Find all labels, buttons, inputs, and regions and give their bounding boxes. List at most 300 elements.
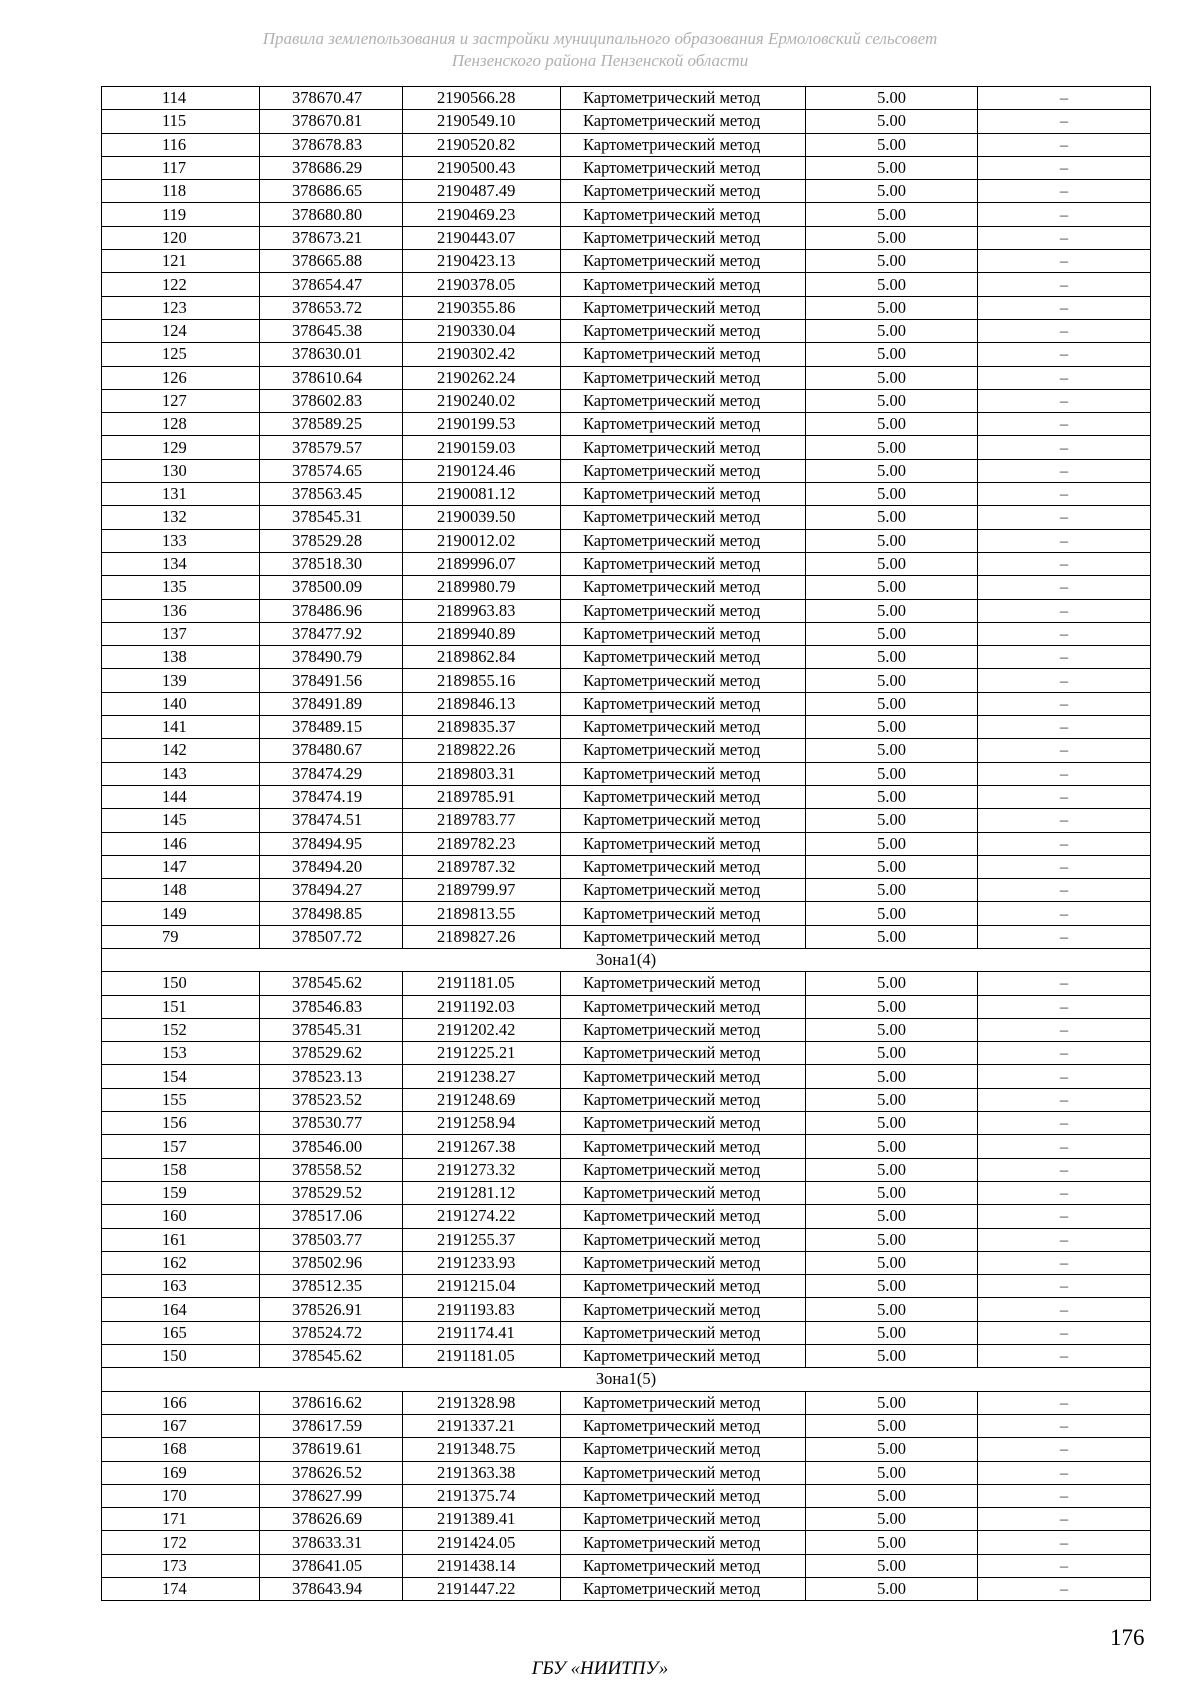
table-row	[102, 226, 1151, 249]
point-number-cell: 129	[102, 436, 260, 459]
method-cell: Картометрический метод	[561, 389, 806, 412]
method-cell: Картометрический метод	[561, 1531, 806, 1554]
description-cell: –	[978, 622, 1151, 645]
table-row	[102, 296, 1151, 319]
method-cell: Картометрический метод	[561, 506, 806, 529]
y-coordinate-cell: 2189799.97	[403, 879, 561, 902]
y-coordinate-cell: 2190520.82	[403, 133, 561, 156]
y-coordinate-cell: 2189835.37	[403, 716, 561, 739]
accuracy-cell: 5.00	[806, 1298, 978, 1321]
y-coordinate-cell: 2191233.93	[403, 1251, 561, 1274]
description-cell: –	[978, 250, 1151, 273]
method-cell: Картометрический метод	[561, 785, 806, 808]
y-coordinate-cell: 2191363.38	[403, 1461, 561, 1484]
accuracy-cell: 5.00	[806, 995, 978, 1018]
y-coordinate-cell: 2191181.05	[403, 1345, 561, 1368]
point-number-cell: 136	[102, 599, 260, 622]
accuracy-cell: 5.00	[806, 972, 978, 995]
table-row	[102, 133, 1151, 156]
description-cell: –	[978, 1321, 1151, 1344]
accuracy-cell: 5.00	[806, 1484, 978, 1507]
table-row	[102, 1484, 1151, 1507]
point-number-cell: 123	[102, 296, 260, 319]
x-coordinate-cell: 378529.62	[260, 1042, 403, 1065]
x-coordinate-cell: 378616.62	[260, 1391, 403, 1414]
accuracy-cell: 5.00	[806, 832, 978, 855]
y-coordinate-cell: 2190039.50	[403, 506, 561, 529]
x-coordinate-cell: 378545.31	[260, 1018, 403, 1041]
description-cell: –	[978, 1391, 1151, 1414]
table-row	[102, 1112, 1151, 1135]
zone-label: Зона1(5)	[102, 1368, 1151, 1391]
description-cell: –	[978, 1554, 1151, 1577]
accuracy-cell: 5.00	[806, 459, 978, 482]
accuracy-cell: 5.00	[806, 483, 978, 506]
point-number-cell: 145	[102, 809, 260, 832]
accuracy-cell: 5.00	[806, 785, 978, 808]
method-cell: Картометрический метод	[561, 529, 806, 552]
x-coordinate-cell: 378686.65	[260, 180, 403, 203]
accuracy-cell: 5.00	[806, 366, 978, 389]
table-row	[102, 552, 1151, 575]
table-row	[102, 1065, 1151, 1088]
description-cell: –	[978, 180, 1151, 203]
accuracy-cell: 5.00	[806, 622, 978, 645]
method-cell: Картометрический метод	[561, 1112, 806, 1135]
x-coordinate-cell: 378524.72	[260, 1321, 403, 1344]
table-row	[102, 1018, 1151, 1041]
accuracy-cell: 5.00	[806, 1042, 978, 1065]
description-cell: –	[978, 1438, 1151, 1461]
point-number-cell: 118	[102, 180, 260, 203]
x-coordinate-cell: 378494.95	[260, 832, 403, 855]
point-number-cell: 138	[102, 646, 260, 669]
table-row	[102, 1391, 1151, 1414]
y-coordinate-cell: 2191202.42	[403, 1018, 561, 1041]
method-cell: Картометрический метод	[561, 226, 806, 249]
x-coordinate-cell: 378626.52	[260, 1461, 403, 1484]
accuracy-cell: 5.00	[806, 1112, 978, 1135]
accuracy-cell: 5.00	[806, 669, 978, 692]
accuracy-cell: 5.00	[806, 1065, 978, 1088]
x-coordinate-cell: 378626.69	[260, 1508, 403, 1531]
accuracy-cell: 5.00	[806, 156, 978, 179]
method-cell: Картометрический метод	[561, 552, 806, 575]
x-coordinate-cell: 378643.94	[260, 1578, 403, 1601]
y-coordinate-cell: 2191389.41	[403, 1508, 561, 1531]
method-cell: Картометрический метод	[561, 133, 806, 156]
point-number-cell: 124	[102, 319, 260, 342]
table-row	[102, 1578, 1151, 1601]
accuracy-cell: 5.00	[806, 1461, 978, 1484]
method-cell: Картометрический метод	[561, 156, 806, 179]
table-row	[102, 273, 1151, 296]
point-number-cell: 120	[102, 226, 260, 249]
y-coordinate-cell: 2190124.46	[403, 459, 561, 482]
point-number-cell: 158	[102, 1158, 260, 1181]
method-cell: Картометрический метод	[561, 576, 806, 599]
description-cell: –	[978, 1578, 1151, 1601]
table-row	[102, 506, 1151, 529]
y-coordinate-cell: 2190378.05	[403, 273, 561, 296]
table-row	[102, 389, 1151, 412]
table-row	[102, 459, 1151, 482]
y-coordinate-cell: 2191181.05	[403, 972, 561, 995]
y-coordinate-cell: 2190355.86	[403, 296, 561, 319]
y-coordinate-cell: 2189846.13	[403, 692, 561, 715]
point-number-cell: 131	[102, 483, 260, 506]
method-cell: Картометрический метод	[561, 716, 806, 739]
description-cell: –	[978, 226, 1151, 249]
x-coordinate-cell: 378610.64	[260, 366, 403, 389]
table-row	[102, 87, 1151, 110]
header-line-1: Правила землепользования и застройки муниципального образования Ермоловский сельсовет	[262, 29, 938, 48]
accuracy-cell: 5.00	[806, 925, 978, 948]
x-coordinate-cell: 378670.47	[260, 87, 403, 110]
point-number-cell: 117	[102, 156, 260, 179]
point-number-cell: 146	[102, 832, 260, 855]
point-number-cell: 170	[102, 1484, 260, 1507]
x-coordinate-cell: 378526.91	[260, 1298, 403, 1321]
x-coordinate-cell: 378686.29	[260, 156, 403, 179]
table-row	[102, 646, 1151, 669]
method-cell: Картометрический метод	[561, 1018, 806, 1041]
method-cell: Картометрический метод	[561, 1484, 806, 1507]
point-number-cell: 163	[102, 1275, 260, 1298]
point-number-cell: 130	[102, 459, 260, 482]
accuracy-cell: 5.00	[806, 692, 978, 715]
document-header	[0, 28, 1200, 72]
accuracy-cell: 5.00	[806, 576, 978, 599]
y-coordinate-cell: 2190487.49	[403, 180, 561, 203]
x-coordinate-cell: 378558.52	[260, 1158, 403, 1181]
accuracy-cell: 5.00	[806, 413, 978, 436]
y-coordinate-cell: 2190566.28	[403, 87, 561, 110]
accuracy-cell: 5.00	[806, 1578, 978, 1601]
method-cell: Картометрический метод	[561, 879, 806, 902]
x-coordinate-cell: 378490.79	[260, 646, 403, 669]
x-coordinate-cell: 378653.72	[260, 296, 403, 319]
method-cell: Картометрический метод	[561, 1228, 806, 1251]
x-coordinate-cell: 378563.45	[260, 483, 403, 506]
accuracy-cell: 5.00	[806, 646, 978, 669]
x-coordinate-cell: 378523.52	[260, 1088, 403, 1111]
accuracy-cell: 5.00	[806, 902, 978, 925]
coordinates-table-wrapper	[101, 86, 1150, 1601]
description-cell: –	[978, 110, 1151, 133]
table-row	[102, 1508, 1151, 1531]
method-cell: Картометрический метод	[561, 972, 806, 995]
accuracy-cell: 5.00	[806, 506, 978, 529]
accuracy-cell: 5.00	[806, 1228, 978, 1251]
x-coordinate-cell: 378665.88	[260, 250, 403, 273]
description-cell: –	[978, 483, 1151, 506]
y-coordinate-cell: 2189822.26	[403, 739, 561, 762]
description-cell: –	[978, 1508, 1151, 1531]
point-number-cell: 172	[102, 1531, 260, 1554]
point-number-cell: 128	[102, 413, 260, 436]
point-number-cell: 151	[102, 995, 260, 1018]
y-coordinate-cell: 2190262.24	[403, 366, 561, 389]
description-cell: –	[978, 855, 1151, 878]
coordinates-table-body	[102, 87, 1151, 1601]
point-number-cell: 79	[102, 925, 260, 948]
description-cell: –	[978, 809, 1151, 832]
accuracy-cell: 5.00	[806, 1158, 978, 1181]
point-number-cell: 157	[102, 1135, 260, 1158]
table-row	[102, 762, 1151, 785]
x-coordinate-cell: 378545.62	[260, 1345, 403, 1368]
y-coordinate-cell: 2190302.42	[403, 343, 561, 366]
x-coordinate-cell: 378654.47	[260, 273, 403, 296]
description-cell: –	[978, 343, 1151, 366]
table-row	[102, 716, 1151, 739]
table-row	[102, 809, 1151, 832]
description-cell: –	[978, 1181, 1151, 1204]
method-cell: Картометрический метод	[561, 1414, 806, 1437]
table-row	[102, 366, 1151, 389]
y-coordinate-cell: 2191193.83	[403, 1298, 561, 1321]
table-row	[102, 902, 1151, 925]
description-cell: –	[978, 459, 1151, 482]
x-coordinate-cell: 378480.67	[260, 739, 403, 762]
description-cell: –	[978, 273, 1151, 296]
y-coordinate-cell: 2191192.03	[403, 995, 561, 1018]
y-coordinate-cell: 2189783.77	[403, 809, 561, 832]
method-cell: Картометрический метод	[561, 343, 806, 366]
y-coordinate-cell: 2189813.55	[403, 902, 561, 925]
point-number-cell: 153	[102, 1042, 260, 1065]
description-cell: –	[978, 902, 1151, 925]
method-cell: Картометрический метод	[561, 925, 806, 948]
point-number-cell: 161	[102, 1228, 260, 1251]
x-coordinate-cell: 378670.81	[260, 110, 403, 133]
method-cell: Картометрический метод	[561, 669, 806, 692]
point-number-cell: 144	[102, 785, 260, 808]
point-number-cell: 159	[102, 1181, 260, 1204]
table-row	[102, 529, 1151, 552]
x-coordinate-cell: 378494.20	[260, 855, 403, 878]
x-coordinate-cell: 378645.38	[260, 319, 403, 342]
method-cell: Картометрический метод	[561, 1158, 806, 1181]
header-line-2: Пензенского района Пензенской области	[451, 51, 749, 70]
y-coordinate-cell: 2191225.21	[403, 1042, 561, 1065]
y-coordinate-cell: 2189785.91	[403, 785, 561, 808]
y-coordinate-cell: 2191348.75	[403, 1438, 561, 1461]
method-cell: Картометрический метод	[561, 692, 806, 715]
x-coordinate-cell: 378630.01	[260, 343, 403, 366]
x-coordinate-cell: 378530.77	[260, 1112, 403, 1135]
point-number-cell: 116	[102, 133, 260, 156]
description-cell: –	[978, 203, 1151, 226]
method-cell: Картометрический метод	[561, 87, 806, 110]
accuracy-cell: 5.00	[806, 1391, 978, 1414]
table-row	[102, 1251, 1151, 1274]
description-cell: –	[978, 879, 1151, 902]
table-row	[102, 785, 1151, 808]
table-row	[102, 1461, 1151, 1484]
point-number-cell: 152	[102, 1018, 260, 1041]
description-cell: –	[978, 925, 1151, 948]
accuracy-cell: 5.00	[806, 436, 978, 459]
y-coordinate-cell: 2191281.12	[403, 1181, 561, 1204]
accuracy-cell: 5.00	[806, 1531, 978, 1554]
y-coordinate-cell: 2189855.16	[403, 669, 561, 692]
method-cell: Картометрический метод	[561, 1508, 806, 1531]
x-coordinate-cell: 378579.57	[260, 436, 403, 459]
point-number-cell: 173	[102, 1554, 260, 1577]
point-number-cell: 156	[102, 1112, 260, 1135]
table-row	[102, 972, 1151, 995]
method-cell: Картометрический метод	[561, 1088, 806, 1111]
y-coordinate-cell: 2191258.94	[403, 1112, 561, 1135]
description-cell: –	[978, 1275, 1151, 1298]
table-row	[102, 622, 1151, 645]
x-coordinate-cell: 378507.72	[260, 925, 403, 948]
y-coordinate-cell: 2191248.69	[403, 1088, 561, 1111]
accuracy-cell: 5.00	[806, 133, 978, 156]
description-cell: –	[978, 1135, 1151, 1158]
accuracy-cell: 5.00	[806, 1345, 978, 1368]
description-cell: –	[978, 995, 1151, 1018]
point-number-cell: 125	[102, 343, 260, 366]
description-cell: –	[978, 785, 1151, 808]
method-cell: Картометрический метод	[561, 1321, 806, 1344]
point-number-cell: 171	[102, 1508, 260, 1531]
description-cell: –	[978, 156, 1151, 179]
zone-label: Зона1(4)	[102, 948, 1151, 971]
y-coordinate-cell: 2189803.31	[403, 762, 561, 785]
x-coordinate-cell: 378523.13	[260, 1065, 403, 1088]
table-row	[102, 1088, 1151, 1111]
table-row	[102, 1042, 1151, 1065]
point-number-cell: 114	[102, 87, 260, 110]
description-cell: –	[978, 669, 1151, 692]
method-cell: Картометрический метод	[561, 1135, 806, 1158]
x-coordinate-cell: 378474.19	[260, 785, 403, 808]
table-row	[102, 1298, 1151, 1321]
method-cell: Картометрический метод	[561, 1578, 806, 1601]
description-cell: –	[978, 972, 1151, 995]
point-number-cell: 160	[102, 1205, 260, 1228]
table-row	[102, 995, 1151, 1018]
point-number-cell: 115	[102, 110, 260, 133]
table-row	[102, 1531, 1151, 1554]
table-row	[102, 436, 1151, 459]
point-number-cell: 154	[102, 1065, 260, 1088]
x-coordinate-cell: 378680.80	[260, 203, 403, 226]
description-cell: –	[978, 133, 1151, 156]
point-number-cell: 126	[102, 366, 260, 389]
y-coordinate-cell: 2189940.89	[403, 622, 561, 645]
point-number-cell: 143	[102, 762, 260, 785]
description-cell: –	[978, 436, 1151, 459]
zone-header-row	[102, 1368, 1151, 1391]
x-coordinate-cell: 378673.21	[260, 226, 403, 249]
y-coordinate-cell: 2190549.10	[403, 110, 561, 133]
y-coordinate-cell: 2191274.22	[403, 1205, 561, 1228]
description-cell: –	[978, 1018, 1151, 1041]
table-row	[102, 855, 1151, 878]
point-number-cell: 150	[102, 972, 260, 995]
method-cell: Картометрический метод	[561, 902, 806, 925]
method-cell: Картометрический метод	[561, 250, 806, 273]
y-coordinate-cell: 2190159.03	[403, 436, 561, 459]
accuracy-cell: 5.00	[806, 226, 978, 249]
table-row	[102, 156, 1151, 179]
table-row	[102, 879, 1151, 902]
accuracy-cell: 5.00	[806, 296, 978, 319]
table-row	[102, 1228, 1151, 1251]
point-number-cell: 119	[102, 203, 260, 226]
method-cell: Картометрический метод	[561, 809, 806, 832]
description-cell: –	[978, 1088, 1151, 1111]
y-coordinate-cell: 2190240.02	[403, 389, 561, 412]
y-coordinate-cell: 2191174.41	[403, 1321, 561, 1344]
x-coordinate-cell: 378518.30	[260, 552, 403, 575]
y-coordinate-cell: 2191447.22	[403, 1578, 561, 1601]
table-row	[102, 1321, 1151, 1344]
accuracy-cell: 5.00	[806, 1251, 978, 1274]
description-cell: –	[978, 296, 1151, 319]
accuracy-cell: 5.00	[806, 1321, 978, 1344]
x-coordinate-cell: 378627.99	[260, 1484, 403, 1507]
accuracy-cell: 5.00	[806, 1438, 978, 1461]
description-cell: –	[978, 389, 1151, 412]
x-coordinate-cell: 378477.92	[260, 622, 403, 645]
x-coordinate-cell: 378474.51	[260, 809, 403, 832]
description-cell: –	[978, 716, 1151, 739]
method-cell: Картометрический метод	[561, 995, 806, 1018]
point-number-cell: 137	[102, 622, 260, 645]
method-cell: Картометрический метод	[561, 273, 806, 296]
accuracy-cell: 5.00	[806, 529, 978, 552]
method-cell: Картометрический метод	[561, 319, 806, 342]
accuracy-cell: 5.00	[806, 809, 978, 832]
description-cell: –	[978, 599, 1151, 622]
x-coordinate-cell: 378574.65	[260, 459, 403, 482]
point-number-cell: 132	[102, 506, 260, 529]
method-cell: Картометрический метод	[561, 1205, 806, 1228]
point-number-cell: 174	[102, 1578, 260, 1601]
x-coordinate-cell: 378512.35	[260, 1275, 403, 1298]
y-coordinate-cell: 2189787.32	[403, 855, 561, 878]
y-coordinate-cell: 2191438.14	[403, 1554, 561, 1577]
accuracy-cell: 5.00	[806, 1205, 978, 1228]
y-coordinate-cell: 2190199.53	[403, 413, 561, 436]
accuracy-cell: 5.00	[806, 1508, 978, 1531]
x-coordinate-cell: 378678.83	[260, 133, 403, 156]
accuracy-cell: 5.00	[806, 389, 978, 412]
y-coordinate-cell: 2190330.04	[403, 319, 561, 342]
method-cell: Картометрический метод	[561, 1065, 806, 1088]
table-row	[102, 1438, 1151, 1461]
description-cell: –	[978, 1531, 1151, 1554]
y-coordinate-cell: 2189963.83	[403, 599, 561, 622]
point-number-cell: 142	[102, 739, 260, 762]
x-coordinate-cell: 378546.00	[260, 1135, 403, 1158]
point-number-cell: 121	[102, 250, 260, 273]
accuracy-cell: 5.00	[806, 1414, 978, 1437]
method-cell: Картометрический метод	[561, 296, 806, 319]
method-cell: Картометрический метод	[561, 1345, 806, 1368]
y-coordinate-cell: 2190081.12	[403, 483, 561, 506]
point-number-cell: 134	[102, 552, 260, 575]
point-number-cell: 166	[102, 1391, 260, 1414]
point-number-cell: 141	[102, 716, 260, 739]
method-cell: Картометрический метод	[561, 1251, 806, 1274]
accuracy-cell: 5.00	[806, 1135, 978, 1158]
